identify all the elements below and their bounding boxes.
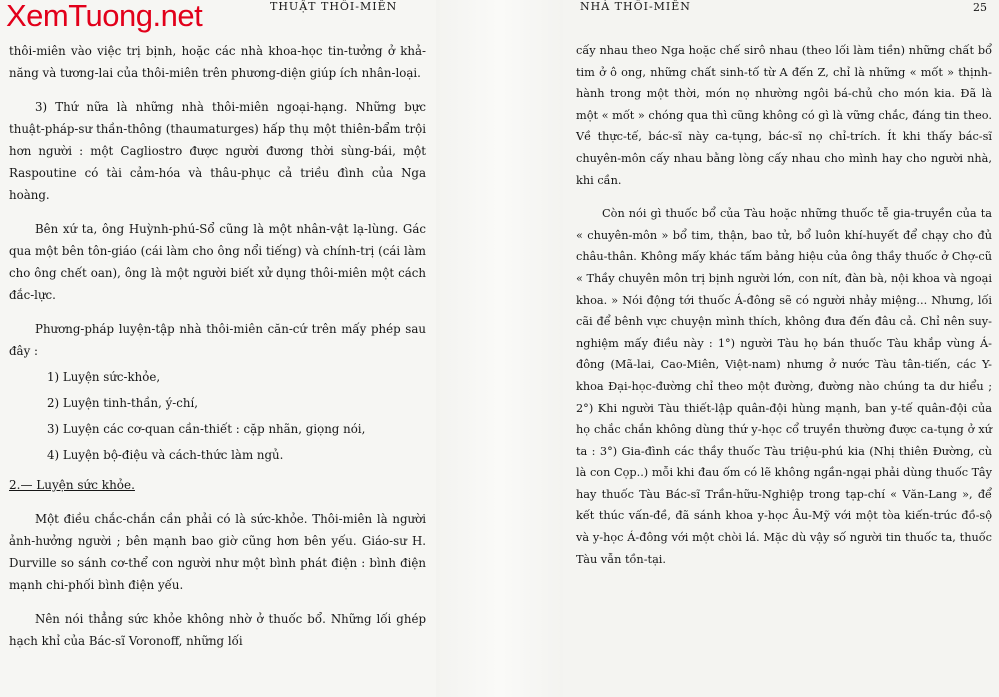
paragraph: Còn nói gì thuốc bổ của Tàu hoặc những thuốc tễ gia-truyền của ta « chuyên-môn » bổ tim, thận, bao tử, bổ luôn khí-huyết để chạy cho đủ châu-thân. Không mấy khác tấm bảng hiệu của ông thầy thuốc ở Chợ-cũ « Thầy chuyên môn trị bịnh người lớn, con nít, đàn bà, nội khoa và ngoại khoa. » Nói động tới thuốc Á-đông sẽ có người nhảy miệng... Nhưng, lối cãi để bênh vực chuyện mình thích, không đưa đến đâu cả. Chỉ nên suy-nghiệm mấy điều này : 1°) người Tàu họ bán thuốc Tàu khắp vùng Á-đông (Mã-lai, Cao-Miên, Việt-nam) nhưng ở nước Tàu tân-tiến, các Y-khoa Đại-học-đường chỉ theo một đường, đường nào chúng ta dư hiểu ; 2°) Khi người Tàu thiết-lập quân-đội hùng mạnh, ban y-tế quân-đội của họ chắc chắn không dùng thứ y-học cổ truyền thường được ca-tụng ở xứ ta : 3°) Gia-đình các thầy thuốc Tàu triệu-phú kia (Nhị thiên Đường, cù là con Cọp..) mỗi khi đau ốm có lẽ không ngần-ngại phải dùng thuốc Tây hay thuốc Tàu Bác-sĩ Trần-hữu-Nghiệp trong tạp-chí « Văn-Lang », để kết thúc vấn-đề, đã sánh khoa y-học Âu-Mỹ với một tòa kiến-trúc đồ-sộ và y-học Á-đông với một chòi lá. Mặc dù vậy số người tin thuốc ta, thuốc Tàu vẫn tồn-tại. [576, 207, 992, 566]
list-item: 1) Luyện sức-khỏe, [47, 370, 161, 384]
paragraph: Bên xứ ta, ông Huỳnh-phú-Sổ cũng là một nhân-vật lạ-lùng. Gác qua một bên tôn-giáo (cái làm cho ông nổi tiếng) và chính-trị (cái làm cho ông chết oan), ông là một người biết xử dụng thôi-miên một cách đắc-lực. [9, 222, 426, 302]
paragraph: Nên nói thẳng sức khỏe không nhờ ở thuốc bổ. Những lối ghép hạch khỉ của Bác-sĩ Voronoff, những lối [9, 612, 426, 648]
page-number: 25 [973, 1, 987, 14]
book-gutter [436, 0, 563, 697]
site-watermark: XemTuong.net [6, 0, 203, 33]
method-list [9, 368, 426, 464]
list-item: 4) Luyện bộ-điệu và cách-thức làm ngủ. [47, 448, 284, 462]
right-running-head: NHÀ THÔI-MIÊN [580, 0, 691, 13]
paragraph: 3) Thứ nữa là những nhà thôi-miên ngoại-hạng. Những bực thuật-pháp-sư thần-thông (thaumaturges) hấp thụ một thiên-bẩm trội hơn người : một Cagliostro được người đương thời sùng-bái, một Raspoutine có tài cảm-hóa và thâu-phục cả triều đình của Nga hoàng. [9, 100, 426, 202]
paragraph: cấy nhau theo Nga hoặc chế sirô nhau (theo lối làm tiền) những chất bổ tim ở ô ong, những chất sinh-tố từ A đến Z, chỉ là những « mốt » thịnh-hành trong một thời, món nọ nhường ngôi bá-chủ cho món kia. Đã là một « mốt » chóng qua thì cũng không có gì là vững chắc, đáng tin theo. Về thực-tế, bác-sĩ này ca-tụng, bác-sĩ nọ chỉ-trích. Ít khi thấy bác-sĩ chuyên-môn cấy nhau bằng lòng cấy nhau cho mình hay cho người nhà, khi cần. [576, 44, 992, 187]
paragraph: thôi-miên vào việc trị bịnh, hoặc các nhà khoa-học tin-tưởng ở khả-năng và tương-lai của thôi-miên trên phương-diện giúp ích nhân-loại. [9, 44, 426, 80]
left-running-head: THUẬT THÔI-MIÊN [270, 0, 398, 13]
list-item: 2) Luyện tinh-thần, ý-chí, [47, 396, 199, 410]
right-page [563, 0, 999, 697]
paragraph: Một điều chắc-chắn cần phải có là sức-khỏe. Thôi-miên là người ảnh-hưởng người ; bên mạnh bao giờ cũng hơn bên yếu. Giáo-sư H. Durville so sánh cơ-thể con người như một bình phát điện : bình điện mạnh chi-phối bình điện yếu. [9, 512, 426, 592]
left-page [0, 0, 436, 697]
list-item: 3) Luyện các cơ-quan cần-thiết : cặp nhãn, giọng nói, [47, 422, 366, 436]
right-page-body [576, 40, 992, 570]
left-page-body [9, 40, 426, 652]
section-heading: 2.— Luyện sức khỏe. [9, 478, 135, 492]
paragraph: Phương-pháp luyện-tập nhà thôi-miên căn-cứ trên mấy phép sau đây : [9, 322, 426, 358]
